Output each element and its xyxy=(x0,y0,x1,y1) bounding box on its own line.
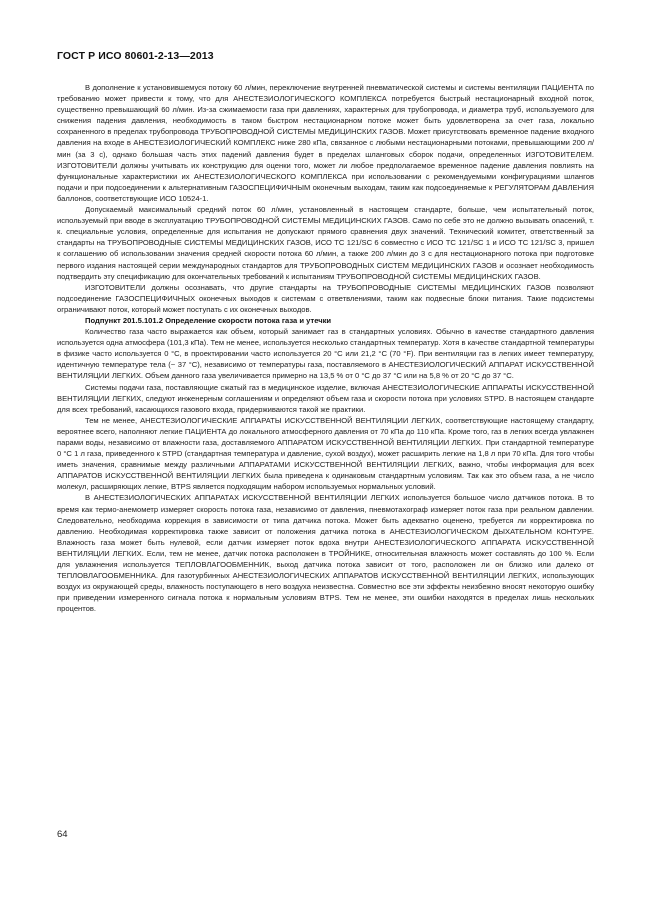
paragraph: В АНЕСТЕЗИОЛОГИЧЕСКИХ АППАРАТАХ ИСКУССТВЕННОЙ ВЕНТИЛЯЦИИ ЛЕГКИХ используется большое число датчиков потока. В то время как термо-анемометр измеряет скорость потока газа, независимо от давления, пневмотахограф измеряет поток газа при реальном давлении. Следовательно, необходима коррекция в зависимости от типа датчика потока. Может быть адекватно оценено, требуется ли корректировка по давлению. Необходимая корректировка также зависит от положения датчика потока в АНЕСТЕЗИОЛОГИЧЕСКОМ ДЫХАТЕЛЬНОМ КОНТУРЕ. Влажность газа может быть нулевой, если датчик измеряет поток вдоха внутри АНЕСТЕЗИОЛОГИЧЕСКОГО АППАРАТА ИСКУССТВЕННОЙ ВЕНТИЛЯЦИИ ЛЕГКИХ. Если, тем не менее, датчик потока расположен в ТРОЙНИКЕ, относительная влажность может составлять до 100 %. Если для увлажнения используется ТЕПЛОВЛАГООБМЕННИК, выход датчика потока зависит от того, расположен ли он близко или далеко от ТЕПЛОВЛАГООБМЕННИКА. Для газотурбинных АНЕСТЕЗИОЛОГИЧЕСКИХ АППАРАТОВ ИСКУССТВЕННОЙ ВЕНТИЛЯЦИИ ЛЕГКИХ, использующих воздух из окружающей среды, влажность поступающего в него воздуха неизвестна. Совместно все эти эффекты неизбежно вносят некоторую ошибку при приведении измеренного сигнала потока к нормальным условиям BTPS. Тем не менее, эти ошибки находятся в пределах лишь нескольких процентов. xyxy=(57,493,594,614)
document-body xyxy=(57,82,594,615)
paragraph: ИЗГОТОВИТЕЛИ должны осознавать, что другие стандарты на ТРУБОПРОВОДНЫЕ СИСТЕМЫ МЕДИЦИНСКИХ ГАЗОВ позволяют подсоединение ГАЗОСПЕЦИФИЧНЫХ оконечных выходов к системам с ответвлениями, таким как подвесные блоки питания. Такие подсистемы ограничивают поток, который может поступать с их оконечных выходов. xyxy=(57,282,594,314)
paragraph: Системы подачи газа, поставляющие сжатый газ в медицинское изделие, включая АНЕСТЕЗИОЛОГИЧЕСКИЕ АППАРАТЫ ИСКУССТВЕННОЙ ВЕНТИЛЯЦИИ ЛЕГКИХ, следуют инженерным соглашениям и определяют объем газа и скорости потока при условиях STPD. В настоящем стандарте для всех требований, касающихся газового входа, придерживаются такой же практики. xyxy=(57,382,594,414)
subclause-heading: Подпункт 201.5.101.2 Определение скорости потока газа и утечки xyxy=(85,315,332,325)
paragraph: Тем не менее, АНЕСТЕЗИОЛОГИЧЕСКИЕ АППАРАТЫ ИСКУССТВЕННОЙ ВЕНТИЛЯЦИИ ЛЕГКИХ, соответствующие настоящему стандарту, вероятнее всего, наполняют легкие ПАЦИЕНТА до локального атмосферного давления от 70 кПа до 110 кПа. Кроме того, газ в легких всегда увлажнен парами воды, независимо от влажности газа, доставляемого АППАРАТОМ ИСКУССТВЕННОЙ ВЕНТИЛЯЦИИ ЛЕГКИХ. При стандартной температуре 0 °С 1 л газа, приведенного к STPD (стандартная температура и давление, сухой воздух), может расширить легкие на 1,8 л при 70 кПа. Для того чтобы иметь значения, сравнимые между различными АППАРАТАМИ ИСКУССТВЕННОЙ ВЕНТИЛЯЦИИ ЛЕГКИХ, важно, чтобы информация для всех АППАРАТОВ ИСКУССТВЕННОЙ ВЕНТИЛЯЦИИ ЛЕГКИХ была приведена к одинаковым стандартным условиям. Так как это объем газа, а не число молекул, расширяющих легкие, BTPS является подходящим набором используемых нормальных условий. xyxy=(57,415,594,492)
document-header: ГОСТ Р ИСО 80601-2-13—2013 xyxy=(57,50,214,62)
paragraph: Допускаемый максимальный средний поток 60 л/мин, установленный в настоящем стандарте, больше, чем испытательный поток, используемый при вводе в эксплуатацию ТРУБОПРОВОДНОЙ СИСТЕМЫ МЕДИЦИНСКИХ ГАЗОВ. Само по себе это не должно вызывать опасений, т. к. специальные условия, определенные для испытания не допускают прямого сравнения двух значений. Технический комитет, ответственный за стандарты на ТРУБОПРОВОДНЫЕ СИСТЕМЫ МЕДИЦИНСКИХ ГАЗОВ, ИСО ТС 121/SC 6 совместно с ИСО ТС 121/SC 1 и ИСО ТС 121/SC 3, пришел к соглашению об использовании значения средней скорости потока 60 л/мин, а также 200 л/мин до 3 с для нестационарного потока при подготовке первого издания настоящей серии международных стандартов для ТРУБОПРОВОДНЫХ СИСТЕМ МЕДИЦИНСКИХ ГАЗОВ и осознает необходимость подтвердить эту спецификацию для окончательных требований к испытаниям ТРУБОПРОВОДНОЙ СИСТЕМЫ МЕДИЦИНСКИХ ГАЗОВ. xyxy=(57,205,594,281)
page-number: 64 xyxy=(57,829,68,840)
paragraph: В дополнение к установившемуся потоку 60 л/мин, переключение внутренней пневматической системы и системы вентиляции ПАЦИЕНТА по требованию может привести к тому, что для АНЕСТЕЗИОЛОГИЧЕСКОГО КОМПЛЕКСА потребуется быстрый нестационарный входной поток, существенно превышающий 60 л/мин. Из-за сжимаемости газа при давлениях, характерных для трубопровода, и диаметра труб, используемого для снижения падения давления, необходимость в таком быстром нестационарном потоке может быть удовлетворена за счет газа, локально сохраненного в пределах трубопровода ТРУБОПРОВОДНОЙ СИСТЕМЫ МЕДИЦИНСКИХ ГАЗОВ. Может присутствовать временное падение входного давления на входе в АНЕСТЕЗИОЛОГИЧЕСКИЙ КОМПЛЕКС ниже 280 кПа, связанное с любыми нестационарными потоками, превышающими 200 л/мин (за 3 с), однако большая часть этих падений давления будет в пределах шланговых сборок подачи, определенных ИЗГОТОВИТЕЛЕМ. ИЗГОТОВИТЕЛИ должны учитывать их конструкцию для оценки того, может ли любое предполагаемое временное падение давления повлиять на функциональные характеристики их АНЕСТЕЗИОЛОГИЧЕСКОГО КОМПЛЕКСА при использовании с рекомендуемыми конфигурациями шлангов подачи и при подсоединении к альтернативным ГАЗОСПЕЦИФИЧНЫМ оконечным выходам, таким как подсоединяемые к РЕГУЛЯТОРАМ ДАВЛЕНИЯ баллонов, соответствующие ИСО 10524-1. xyxy=(57,83,594,203)
paragraph: Количество газа часто выражается как объем, который занимает газ в стандартных условиях. Обычно в качестве стандартного давления используется одна атмосфера (101,3 кПа). Тем не менее, используется несколько стандартных температур. Хотя в качестве стандартной температуры в физике часто используется 0 °С, в проектировании часто используется 20 °С или 21,2 °С (70 °F). При вентиляции газ в легких имеет температуру, идентичную температуре тела (~ 37 °С), независимо от температуры газа, поставляемого в АНЕСТЕЗИОЛОГИЧЕСКИЙ АППАРАТ ИСКУССТВЕННОЙ ВЕНТИЛЯЦИИ ЛЕГКИХ. Объем данного газа увеличивается примерно на 13,5 % от 0 °С до 37 °С или на 5,8 % от 20 °С до 37 °С. xyxy=(57,327,594,381)
